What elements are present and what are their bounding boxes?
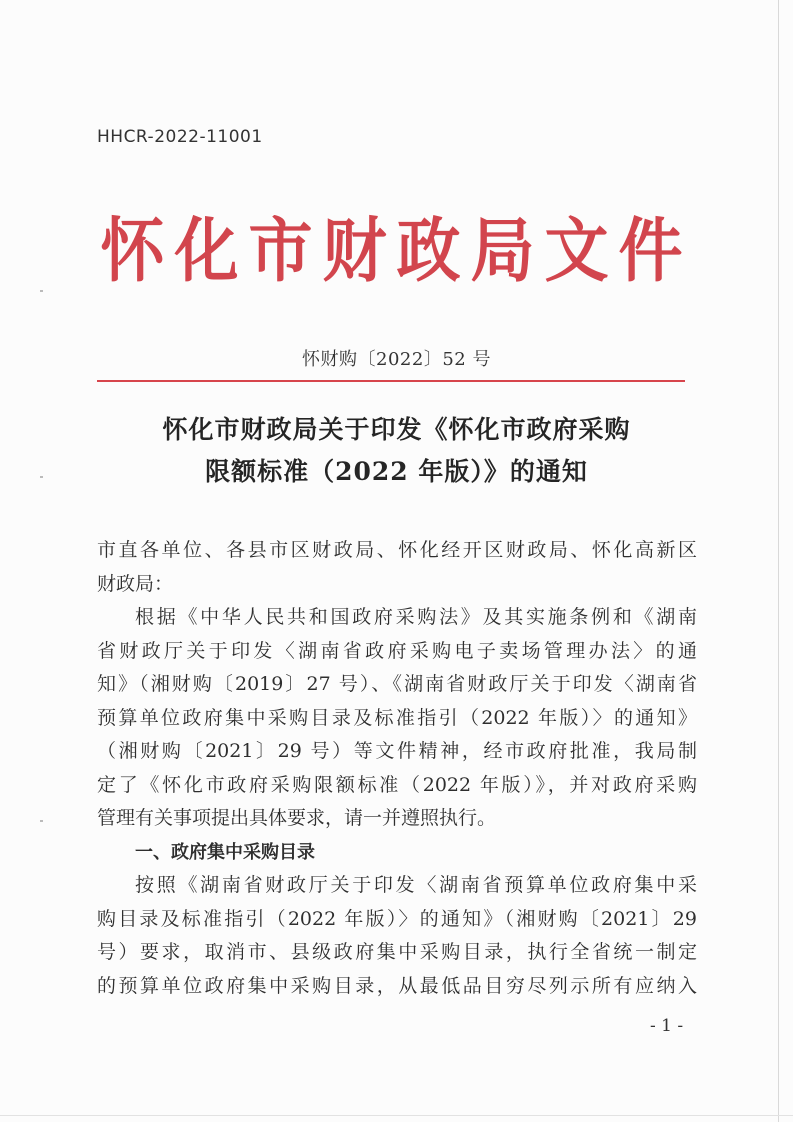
body-line: 按照《湖南省财政厅关于印发〈湖南省预算单位政府集中采 xyxy=(135,874,697,896)
masthead-title: 怀化市财政局文件 xyxy=(100,210,693,292)
red-divider xyxy=(97,380,685,382)
notice-title-line-2: 限额标准（2022 年版）》的通知 xyxy=(205,457,588,486)
section-heading: 一、政府集中采购目录 xyxy=(135,841,315,863)
body-line: 省财政厅关于印发〈湖南省政府采购电子卖场管理办法〉的通 xyxy=(97,639,697,662)
body-line: 管理有关事项提出具体要求，请一并遵照执行。 xyxy=(97,807,497,829)
page-number: - 1 - xyxy=(650,1016,684,1036)
body-line: 定了《怀化市政府采购限额标准（2022 年版）》，并对政府采购 xyxy=(97,773,697,796)
body-line: 市直各单位、各县市区财政局、怀化经开区财政局、怀化高新区 xyxy=(97,539,697,561)
body-line: （湘财购〔2021〕29 号）等文件精神，经市政府批准，我局制 xyxy=(97,740,697,762)
body-line: 购目录及标准指引（2022 年版）〉的通知》（湘财购〔2021〕29 xyxy=(97,907,697,930)
document-code: HHCR-2022-11001 xyxy=(97,127,263,147)
body-line: 号）要求，取消市、县级政府集中采购目录，执行全省统一制定 xyxy=(97,941,697,963)
scan-edge xyxy=(0,1115,793,1116)
notice-title-line-1: 怀化市财政局关于印发《怀化市政府采购 xyxy=(162,415,631,444)
scan-edge xyxy=(778,0,779,1122)
body-line: 根据《中华人民共和国政府采购法》及其实施条例和《湖南 xyxy=(135,606,697,628)
body-line: 预算单位政府集中采购目录及标准指引（2022 年版）〉的通知》 xyxy=(97,706,697,729)
document-number: 怀财购〔2022〕52 号 xyxy=(302,349,491,370)
body-line: 的预算单位政府集中采购目录，从最低品目穷尽列示所有应纳入 xyxy=(97,974,697,997)
body-line: 知》（湘财购〔2019〕27 号）、《湖南省财政厅关于印发〈湖南省 xyxy=(97,673,697,695)
scan-speck xyxy=(40,820,43,822)
body-line: 财政局： xyxy=(97,572,174,595)
notice-body xyxy=(97,534,697,1003)
